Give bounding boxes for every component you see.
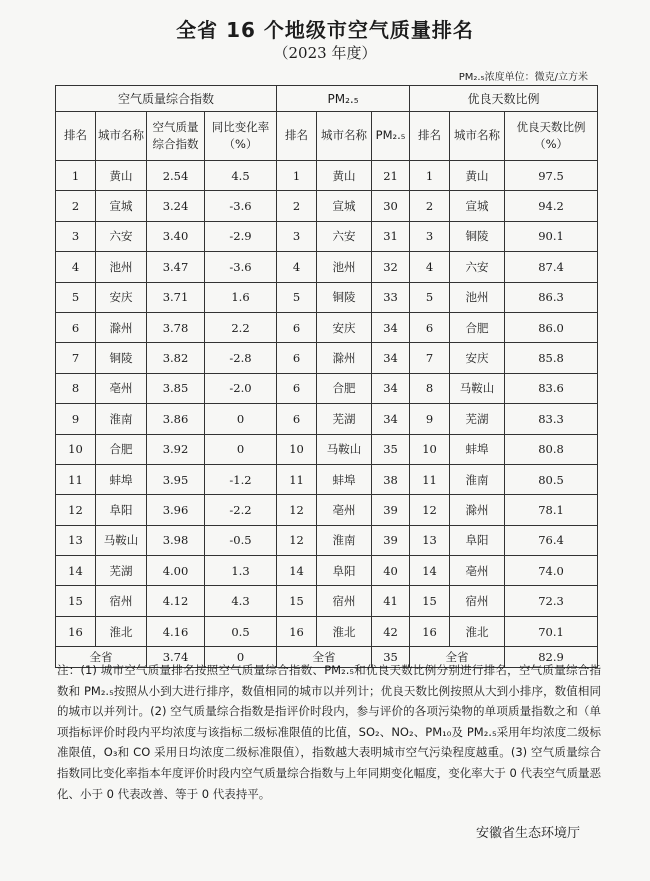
ratio-cell: 70.1 bbox=[505, 616, 598, 646]
rank-cell: 6 bbox=[277, 404, 317, 434]
city-cell: 芜湖 bbox=[317, 404, 372, 434]
city-cell: 安庆 bbox=[317, 312, 372, 342]
city-cell: 芜湖 bbox=[96, 556, 147, 586]
rank-cell: 7 bbox=[56, 343, 96, 373]
table-row bbox=[56, 586, 598, 616]
table-row bbox=[56, 434, 598, 464]
rank-cell: 2 bbox=[56, 191, 96, 221]
rank-cell: 2 bbox=[277, 191, 317, 221]
rank-cell: 9 bbox=[56, 404, 96, 434]
table-row bbox=[56, 495, 598, 525]
page-subtitle: （2023 年度） bbox=[273, 44, 377, 62]
rank-cell: 2 bbox=[410, 191, 450, 221]
rank-cell: 4 bbox=[277, 252, 317, 282]
index-cell: 3.24 bbox=[147, 191, 205, 221]
index-cell: 3.85 bbox=[147, 373, 205, 403]
rank-cell: 5 bbox=[410, 282, 450, 312]
pm25-cell: 30 bbox=[372, 191, 410, 221]
ratio-cell: 83.3 bbox=[505, 404, 598, 434]
city-cell: 安庆 bbox=[450, 343, 505, 373]
city-cell: 宣城 bbox=[96, 191, 147, 221]
group-header-index: 空气质量综合指数 bbox=[56, 86, 277, 112]
ratio-cell: 78.1 bbox=[505, 495, 598, 525]
rank-cell: 3 bbox=[277, 221, 317, 251]
rank-cell: 1 bbox=[277, 161, 317, 191]
city-cell: 合肥 bbox=[96, 434, 147, 464]
rank-cell: 12 bbox=[277, 525, 317, 555]
rank-cell: 8 bbox=[56, 373, 96, 403]
rank-cell: 5 bbox=[56, 282, 96, 312]
table-row bbox=[56, 373, 598, 403]
ratio-cell: 94.2 bbox=[505, 191, 598, 221]
table-row bbox=[56, 343, 598, 373]
ratio-cell: 72.3 bbox=[505, 586, 598, 616]
ratio-cell: 80.8 bbox=[505, 434, 598, 464]
rank-cell: 6 bbox=[56, 312, 96, 342]
index-cell: 3.47 bbox=[147, 252, 205, 282]
city-cell: 滁州 bbox=[317, 343, 372, 373]
change-cell: 0 bbox=[205, 434, 277, 464]
pm25-cell: 39 bbox=[372, 525, 410, 555]
city-cell: 铜陵 bbox=[96, 343, 147, 373]
rank-cell: 4 bbox=[56, 252, 96, 282]
city-cell: 蚌埠 bbox=[450, 434, 505, 464]
rank-cell: 1 bbox=[410, 161, 450, 191]
footnote: 注：(1) 城市空气质量排名按照空气质量综合指数、PM₂.₅和优良天数比例分别进行排名，空气质量综合指数和 PM₂.₅按照从小到大进行排序，数值相同的城市以并列计；优良天数比例按照从大到小排序，数值相同的城市以并列计。(2) 空气质量综合指数是指评价时段内，参与评价的各项污染物的单项质量指数之和（单项指标评价时段内平均浓度与该指标二级标准限值的比值，SO₂、NO₂、PM₁₀及 PM₂.₅采用年均浓度二级标准限值，O₃和 CO 采用日均浓度二级标准限值），指数越大表明城市空气污染程度越重。(3) 空气质量综合指数同比变化率指本年度评价时段内空气质量综合指数与上年同期变化幅度，变化率大于 0 代表空气质量恶化、小于 0 代表改善、等于 0 代表持平。 bbox=[57, 663, 601, 801]
rank-cell: 16 bbox=[410, 616, 450, 646]
rank-cell: 10 bbox=[56, 434, 96, 464]
col-city: 城市名称 bbox=[317, 112, 372, 161]
change-cell: -2.8 bbox=[205, 343, 277, 373]
rank-cell: 15 bbox=[56, 586, 96, 616]
city-cell: 蚌埠 bbox=[96, 464, 147, 494]
change-cell: -3.6 bbox=[205, 252, 277, 282]
col-rank: 排名 bbox=[410, 112, 450, 161]
rank-cell: 16 bbox=[56, 616, 96, 646]
col-city: 城市名称 bbox=[450, 112, 505, 161]
table-row bbox=[56, 221, 598, 251]
table-row bbox=[56, 525, 598, 555]
city-cell: 淮南 bbox=[450, 464, 505, 494]
table-row bbox=[56, 252, 598, 282]
city-cell: 安庆 bbox=[96, 282, 147, 312]
city-cell: 铜陵 bbox=[450, 221, 505, 251]
col-change: 同比变化率（%） bbox=[205, 112, 277, 161]
ratio-cell: 90.1 bbox=[505, 221, 598, 251]
change-cell: 0 bbox=[205, 404, 277, 434]
total-index: 3.74 bbox=[147, 647, 205, 668]
rank-cell: 14 bbox=[410, 556, 450, 586]
city-cell: 马鞍山 bbox=[317, 434, 372, 464]
pm25-cell: 35 bbox=[372, 434, 410, 464]
ratio-cell: 76.4 bbox=[505, 525, 598, 555]
rank-cell: 14 bbox=[277, 556, 317, 586]
rank-cell: 6 bbox=[277, 312, 317, 342]
city-cell: 铜陵 bbox=[317, 282, 372, 312]
ratio-cell: 86.3 bbox=[505, 282, 598, 312]
change-cell: -1.2 bbox=[205, 464, 277, 494]
change-cell: -0.5 bbox=[205, 525, 277, 555]
rank-cell: 12 bbox=[56, 495, 96, 525]
city-cell: 阜阳 bbox=[96, 495, 147, 525]
table-row bbox=[56, 464, 598, 494]
city-cell: 宿州 bbox=[96, 586, 147, 616]
city-cell: 宿州 bbox=[317, 586, 372, 616]
change-cell: -2.0 bbox=[205, 373, 277, 403]
rank-cell: 3 bbox=[410, 221, 450, 251]
total-pm25: 35 bbox=[372, 647, 410, 668]
col-rank: 排名 bbox=[277, 112, 317, 161]
city-cell: 亳州 bbox=[317, 495, 372, 525]
ratio-cell: 85.8 bbox=[505, 343, 598, 373]
rank-cell: 7 bbox=[410, 343, 450, 373]
index-cell: 3.98 bbox=[147, 525, 205, 555]
index-cell: 3.40 bbox=[147, 221, 205, 251]
city-cell: 滁州 bbox=[96, 312, 147, 342]
change-cell: 1.6 bbox=[205, 282, 277, 312]
index-cell: 3.92 bbox=[147, 434, 205, 464]
rank-cell: 6 bbox=[277, 373, 317, 403]
index-cell: 3.96 bbox=[147, 495, 205, 525]
city-cell: 芜湖 bbox=[450, 404, 505, 434]
city-cell: 马鞍山 bbox=[96, 525, 147, 555]
pm25-cell: 41 bbox=[372, 586, 410, 616]
rank-cell: 1 bbox=[56, 161, 96, 191]
city-cell: 池州 bbox=[317, 252, 372, 282]
city-cell: 六安 bbox=[317, 221, 372, 251]
city-cell: 六安 bbox=[450, 252, 505, 282]
rank-cell: 11 bbox=[56, 464, 96, 494]
rank-cell: 5 bbox=[277, 282, 317, 312]
table-row bbox=[56, 312, 598, 342]
change-cell: 1.3 bbox=[205, 556, 277, 586]
index-cell: 3.71 bbox=[147, 282, 205, 312]
city-cell: 池州 bbox=[450, 282, 505, 312]
city-cell: 淮北 bbox=[450, 616, 505, 646]
total-label: 全省 bbox=[277, 647, 372, 668]
pm25-cell: 42 bbox=[372, 616, 410, 646]
rank-cell: 12 bbox=[410, 495, 450, 525]
index-cell: 4.16 bbox=[147, 616, 205, 646]
change-cell: 4.5 bbox=[205, 161, 277, 191]
change-cell: -2.9 bbox=[205, 221, 277, 251]
change-cell: 2.2 bbox=[205, 312, 277, 342]
group-header-pm25: PM₂.₅ bbox=[277, 86, 410, 112]
rank-cell: 10 bbox=[410, 434, 450, 464]
rank-cell: 4 bbox=[410, 252, 450, 282]
table-row bbox=[56, 191, 598, 221]
rank-cell: 14 bbox=[56, 556, 96, 586]
rank-cell: 9 bbox=[410, 404, 450, 434]
ratio-cell: 80.5 bbox=[505, 464, 598, 494]
pm25-cell: 34 bbox=[372, 404, 410, 434]
pm25-cell: 39 bbox=[372, 495, 410, 525]
city-cell: 亳州 bbox=[450, 556, 505, 586]
index-cell: 3.86 bbox=[147, 404, 205, 434]
city-cell: 黄山 bbox=[96, 161, 147, 191]
change-cell: 4.3 bbox=[205, 586, 277, 616]
rank-cell: 6 bbox=[410, 312, 450, 342]
ratio-cell: 87.4 bbox=[505, 252, 598, 282]
pm25-cell: 38 bbox=[372, 464, 410, 494]
issuer-signature: 安徽省生态环境厅 bbox=[475, 826, 580, 841]
pm25-cell: 21 bbox=[372, 161, 410, 191]
table-row bbox=[56, 404, 598, 434]
pm25-cell: 34 bbox=[372, 312, 410, 342]
col-rank: 排名 bbox=[56, 112, 96, 161]
table-body bbox=[56, 161, 598, 668]
city-cell: 滁州 bbox=[450, 495, 505, 525]
change-cell: -3.6 bbox=[205, 191, 277, 221]
rank-cell: 3 bbox=[56, 221, 96, 251]
rank-cell: 15 bbox=[410, 586, 450, 616]
city-cell: 蚌埠 bbox=[317, 464, 372, 494]
index-cell: 3.78 bbox=[147, 312, 205, 342]
city-cell: 淮南 bbox=[96, 404, 147, 434]
col-index: 空气质量综合指数 bbox=[147, 112, 205, 161]
city-cell: 合肥 bbox=[450, 312, 505, 342]
table-row bbox=[56, 161, 598, 191]
city-cell: 宿州 bbox=[450, 586, 505, 616]
pm25-cell: 33 bbox=[372, 282, 410, 312]
ratio-cell: 97.5 bbox=[505, 161, 598, 191]
city-cell: 淮南 bbox=[317, 525, 372, 555]
rank-cell: 6 bbox=[277, 343, 317, 373]
rank-cell: 12 bbox=[277, 495, 317, 525]
group-header-ratio: 优良天数比例 bbox=[410, 86, 598, 112]
pm25-cell: 34 bbox=[372, 373, 410, 403]
city-cell: 六安 bbox=[96, 221, 147, 251]
city-cell: 黄山 bbox=[450, 161, 505, 191]
index-cell: 3.95 bbox=[147, 464, 205, 494]
total-label: 全省 bbox=[56, 647, 147, 668]
change-cell: 0.5 bbox=[205, 616, 277, 646]
total-ratio: 82.9 bbox=[505, 647, 598, 668]
rank-cell: 13 bbox=[410, 525, 450, 555]
ratio-cell: 74.0 bbox=[505, 556, 598, 586]
city-cell: 淮北 bbox=[317, 616, 372, 646]
page-title: 全省 16 个地级市空气质量排名 bbox=[176, 18, 474, 42]
city-cell: 宣城 bbox=[450, 191, 505, 221]
city-cell: 阜阳 bbox=[317, 556, 372, 586]
rank-cell: 11 bbox=[410, 464, 450, 494]
city-cell: 淮北 bbox=[96, 616, 147, 646]
city-cell: 亳州 bbox=[96, 373, 147, 403]
city-cell: 马鞍山 bbox=[450, 373, 505, 403]
pm25-cell: 32 bbox=[372, 252, 410, 282]
total-change: 0 bbox=[205, 647, 277, 668]
table-row bbox=[56, 616, 598, 646]
pm25-cell: 31 bbox=[372, 221, 410, 251]
col-pm25: PM₂.₅ bbox=[372, 112, 410, 161]
col-ratio: 优良天数比例（%） bbox=[505, 112, 598, 161]
ratio-cell: 86.0 bbox=[505, 312, 598, 342]
pm25-cell: 40 bbox=[372, 556, 410, 586]
rank-cell: 8 bbox=[410, 373, 450, 403]
city-cell: 宣城 bbox=[317, 191, 372, 221]
rank-cell: 11 bbox=[277, 464, 317, 494]
index-cell: 3.82 bbox=[147, 343, 205, 373]
city-cell: 池州 bbox=[96, 252, 147, 282]
unit-note: PM₂.₅浓度单位：微克/立方米 bbox=[458, 72, 588, 83]
table-row bbox=[56, 556, 598, 586]
city-cell: 阜阳 bbox=[450, 525, 505, 555]
rank-cell: 16 bbox=[277, 616, 317, 646]
index-cell: 4.12 bbox=[147, 586, 205, 616]
ratio-cell: 83.6 bbox=[505, 373, 598, 403]
index-cell: 2.54 bbox=[147, 161, 205, 191]
index-cell: 4.00 bbox=[147, 556, 205, 586]
table-row bbox=[56, 282, 598, 312]
pm25-cell: 34 bbox=[372, 343, 410, 373]
city-cell: 合肥 bbox=[317, 373, 372, 403]
ranking-table bbox=[55, 85, 598, 668]
rank-cell: 10 bbox=[277, 434, 317, 464]
col-city: 城市名称 bbox=[96, 112, 147, 161]
total-label: 全省 bbox=[410, 647, 505, 668]
change-cell: -2.2 bbox=[205, 495, 277, 525]
rank-cell: 15 bbox=[277, 586, 317, 616]
rank-cell: 13 bbox=[56, 525, 96, 555]
city-cell: 黄山 bbox=[317, 161, 372, 191]
